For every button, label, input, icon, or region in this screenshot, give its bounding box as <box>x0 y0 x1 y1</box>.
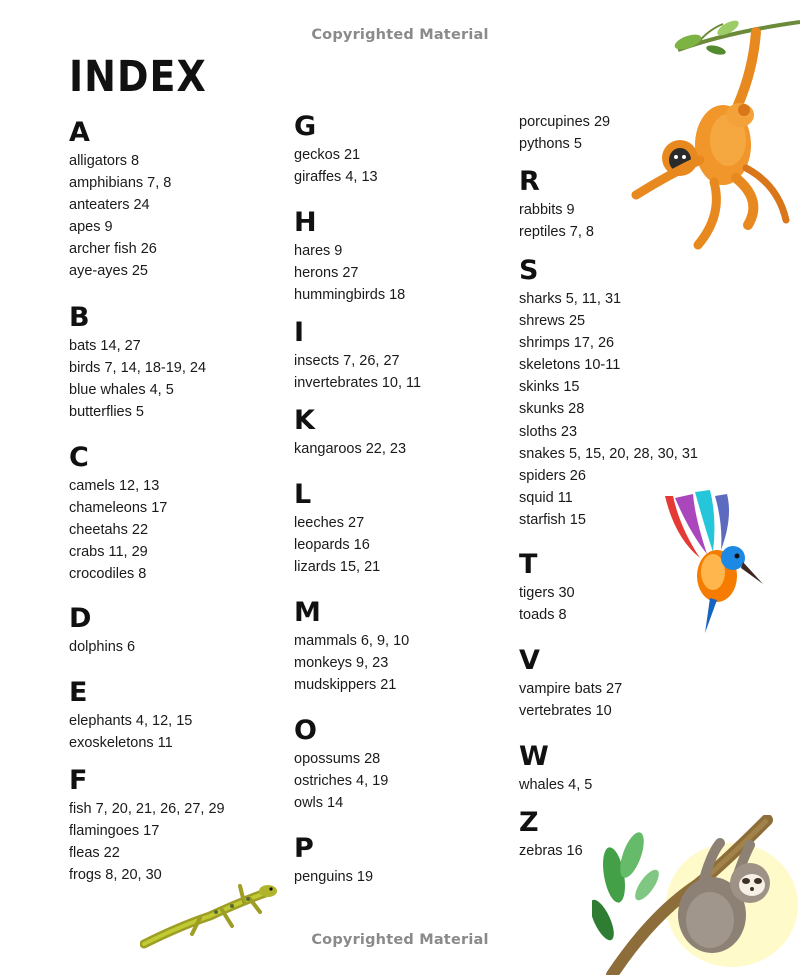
index-section-p-continued <box>519 111 610 155</box>
index-entry: zebras 16 <box>519 843 583 859</box>
index-entry: lizards 15, 21 <box>294 559 381 576</box>
section-letter: R <box>519 166 540 197</box>
index-entry: spiders 26 <box>519 467 586 484</box>
index-section-f <box>69 764 225 886</box>
index-entry: camels 12, 13 <box>69 478 160 494</box>
index-section-b <box>69 301 206 423</box>
entry-list <box>519 678 622 722</box>
index-entry: dolphins 6 <box>69 639 136 655</box>
index-entry: snakes 5, 15, 20, 28, 30, 31 <box>519 445 698 462</box>
index-entry: tigers 30 <box>519 585 575 601</box>
index-section-p <box>294 832 373 888</box>
index-entry: leeches 27 <box>294 515 365 531</box>
index-section-d <box>69 602 135 658</box>
index-entry: fleas 22 <box>69 845 120 862</box>
index-entry: mudskippers 21 <box>294 677 397 694</box>
index-entry: mammals 6, 9, 10 <box>294 633 410 649</box>
index-entry: amphibians 7, 8 <box>69 175 172 192</box>
index-entry: skinks 15 <box>519 379 580 396</box>
section-letter: P <box>294 833 314 864</box>
index-entry: sloths 23 <box>519 423 578 440</box>
page-title: INDEX <box>69 52 207 102</box>
index-entry: penguins 19 <box>294 869 374 885</box>
entry-list <box>519 199 594 243</box>
entry-list <box>294 438 406 460</box>
index-entry: blue whales 4, 5 <box>69 382 174 399</box>
index-entry: starfish 15 <box>519 511 586 528</box>
entry-list <box>294 630 409 696</box>
section-letter: K <box>294 405 315 436</box>
index-entry: birds 7, 14, 18-19, 24 <box>69 360 207 377</box>
section-letter: S <box>519 255 539 286</box>
index-entry: aye-ayes 25 <box>69 263 148 280</box>
entry-list <box>294 240 405 306</box>
entry-list <box>69 335 206 423</box>
index-entry: shrews 25 <box>519 313 586 330</box>
index-entry: rabbits 9 <box>519 202 575 218</box>
index-entry: pythons 5 <box>519 136 582 153</box>
index-entry: exoskeletons 11 <box>69 735 173 752</box>
copyright-watermark-bottom: Copyrighted Material <box>311 932 489 948</box>
index-section-c <box>69 441 167 585</box>
entry-list <box>69 475 167 585</box>
index-entry: herons 27 <box>294 265 359 282</box>
index-section-t <box>519 548 575 626</box>
index-entry: anteaters 24 <box>69 197 150 214</box>
index-entry: alligators 8 <box>69 153 140 169</box>
index-section-e <box>69 676 192 754</box>
index-entry: flamingoes 17 <box>69 823 160 840</box>
index-section-h <box>294 206 405 306</box>
entry-list <box>294 748 388 814</box>
section-letter: W <box>519 741 549 772</box>
index-entry: ostriches 4, 19 <box>294 773 389 790</box>
index-entry: insects 7, 26, 27 <box>294 353 400 369</box>
section-letter: Z <box>519 807 539 838</box>
index-entry: skunks 28 <box>519 401 585 418</box>
index-entry: invertebrates 10, 11 <box>294 375 422 392</box>
sloth-illustration <box>592 815 800 975</box>
index-entry: squid 11 <box>519 489 573 506</box>
index-entry: geckos 21 <box>294 147 361 163</box>
section-letter: O <box>294 715 317 746</box>
section-letter: B <box>69 302 90 333</box>
index-section-z <box>519 806 583 862</box>
index-entry: cheetahs 22 <box>69 522 149 539</box>
section-letter: G <box>294 111 317 142</box>
entry-list <box>294 350 421 394</box>
index-entry: crabs 11, 29 <box>69 544 148 561</box>
index-entry: crocodiles 8 <box>69 566 147 583</box>
gibbon-illustration <box>628 10 800 260</box>
index-entry: butterflies 5 <box>69 404 144 421</box>
index-section-l <box>294 478 380 578</box>
index-section-i <box>294 316 421 394</box>
index-entry: shrimps 17, 26 <box>519 335 615 352</box>
entry-list <box>294 866 373 888</box>
index-section-o <box>294 714 388 814</box>
index-entry: kangaroos 22, 23 <box>294 441 407 457</box>
index-entry: toads 8 <box>519 607 567 624</box>
index-entry: sharks 5, 11, 31 <box>519 291 622 307</box>
index-entry: elephants 4, 12, 15 <box>69 713 193 729</box>
entry-list <box>519 111 610 155</box>
index-entry: giraffes 4, 13 <box>294 169 378 186</box>
section-letter: T <box>519 549 538 580</box>
index-entry: hares 9 <box>294 243 343 259</box>
entry-list <box>519 582 575 626</box>
section-letter: I <box>294 317 305 348</box>
section-letter: D <box>69 603 92 634</box>
index-entry: frogs 8, 20, 30 <box>69 867 162 884</box>
index-entry: opossums 28 <box>294 751 381 767</box>
index-entry: bats 14, 27 <box>69 338 141 354</box>
entry-list <box>294 512 380 578</box>
section-letter: V <box>519 645 540 676</box>
index-entry: apes 9 <box>69 219 113 236</box>
copyright-watermark-top: Copyrighted Material <box>311 27 489 43</box>
entry-list <box>519 774 592 796</box>
entry-list <box>69 710 192 754</box>
index-section-v <box>519 644 622 722</box>
entry-list <box>69 150 171 283</box>
section-letter: A <box>69 117 90 148</box>
entry-list <box>294 144 378 188</box>
section-letter: C <box>69 442 89 473</box>
index-entry: reptiles 7, 8 <box>519 224 594 241</box>
index-entry: monkeys 9, 23 <box>294 655 389 672</box>
entry-list <box>519 840 583 862</box>
index-entry: owls 14 <box>294 795 344 812</box>
index-section-r <box>519 165 594 243</box>
section-letter: E <box>69 677 88 708</box>
entry-list <box>69 798 225 886</box>
index-entry: archer fish 26 <box>69 241 157 258</box>
section-letter: H <box>294 207 317 238</box>
index-entry: hummingbirds 18 <box>294 287 406 304</box>
index-entry: vampire bats 27 <box>519 681 623 697</box>
index-entry: porcupines 29 <box>519 114 611 130</box>
section-letter: F <box>69 765 88 796</box>
entry-list <box>69 636 135 658</box>
index-section-w <box>519 740 592 796</box>
index-entry: fish 7, 20, 21, 26, 27, 29 <box>69 801 225 817</box>
index-entry: skeletons 10-11 <box>519 357 621 374</box>
section-letter: M <box>294 597 321 628</box>
section-letter: L <box>294 479 312 510</box>
index-section-k <box>294 404 406 460</box>
index-entry: vertebrates 10 <box>519 703 612 720</box>
index-entry: leopards 16 <box>294 537 370 554</box>
index-section-m <box>294 596 409 696</box>
index-section-a <box>69 116 171 283</box>
index-entry: chameleons 17 <box>69 500 168 517</box>
kingfisher-illustration <box>655 488 765 636</box>
index-entry: whales 4, 5 <box>519 777 593 793</box>
index-section-g <box>294 110 378 188</box>
